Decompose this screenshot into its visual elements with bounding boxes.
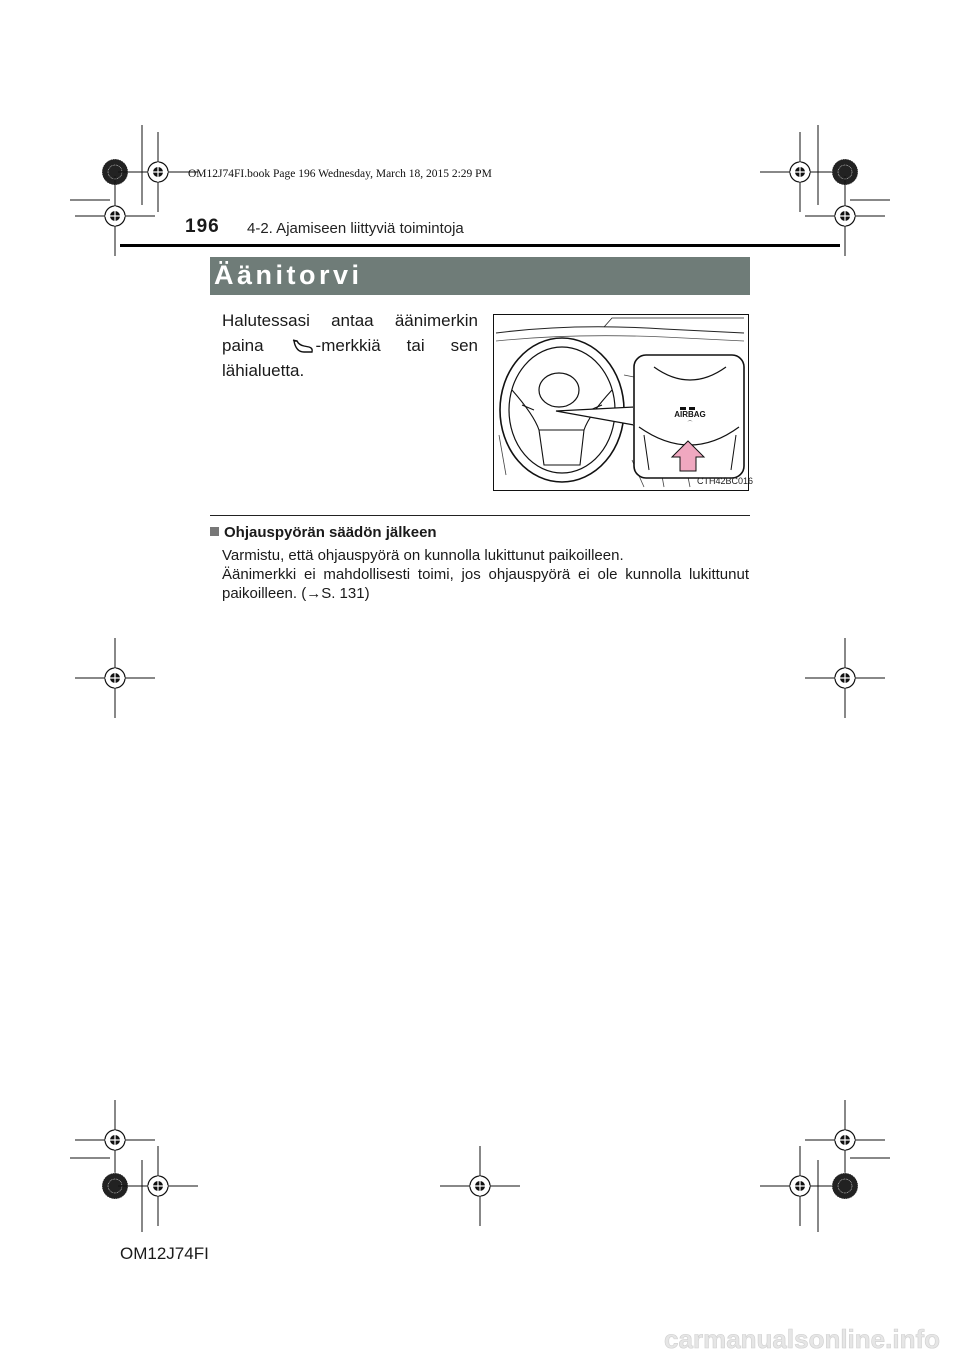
registration-cross-icon (440, 1146, 520, 1226)
note-line-1: Varmistu, että ohjauspyörä on kunnolla lukittunut paikoilleen. (222, 547, 624, 564)
section-title: 4-2. Ajamiseen liittyviä toimintoja (247, 220, 464, 237)
steering-wheel-illustration (494, 315, 747, 489)
footer-code: OM12J74FI (120, 1244, 209, 1263)
svg-text:AIRBAG: AIRBAG (674, 410, 706, 419)
book-info: OM12J74FI.book Page 196 Wednesday, March 18, 2015 2:29 PM (188, 168, 492, 180)
note-line-3: paikoilleen. (→S. 131) (222, 585, 370, 602)
registration-cross-icon (805, 1100, 885, 1180)
registration-star-icon (832, 1173, 858, 1199)
intro-line-2: paina -merkkiä tai sen (222, 336, 478, 355)
registration-cross-icon (118, 132, 198, 212)
svg-text:⌒: ⌒ (687, 421, 693, 427)
bullet-square-icon (210, 527, 219, 536)
intro-line-1: Halutessasi antaa äänimerkin (222, 311, 478, 330)
registration-cross-icon (75, 1100, 155, 1180)
horn-icon (290, 337, 316, 355)
note-line-2: Äänimerkki ei mahdollisesti toimi, jos ohjauspyörä ei ole kunnolla lukittunut (222, 566, 749, 583)
page-number: 196 (185, 216, 220, 237)
note-heading: Ohjauspyörän säädön jälkeen (210, 524, 437, 541)
svg-text:carmanualsonline.info: carmanualsonline.info (664, 1324, 940, 1352)
registration-cross-icon (760, 1146, 840, 1226)
watermark (600, 1322, 940, 1352)
intro-paragraph (222, 308, 478, 383)
section-divider (210, 515, 750, 516)
registration-cross-icon (760, 132, 840, 212)
steering-wheel-figure (493, 314, 749, 491)
header-rule (120, 244, 840, 247)
title-bar (210, 257, 750, 295)
registration-cross-icon (118, 1146, 198, 1226)
page-title: Äänitorvi (214, 260, 363, 290)
intro-line-3: lähialuetta. (222, 361, 305, 380)
registration-cross-icon (75, 638, 155, 718)
registration-cross-icon (805, 638, 885, 718)
arrow-icon: → (306, 585, 322, 602)
note-body (222, 546, 749, 603)
figure-code: CTH42BC016 (697, 476, 754, 486)
